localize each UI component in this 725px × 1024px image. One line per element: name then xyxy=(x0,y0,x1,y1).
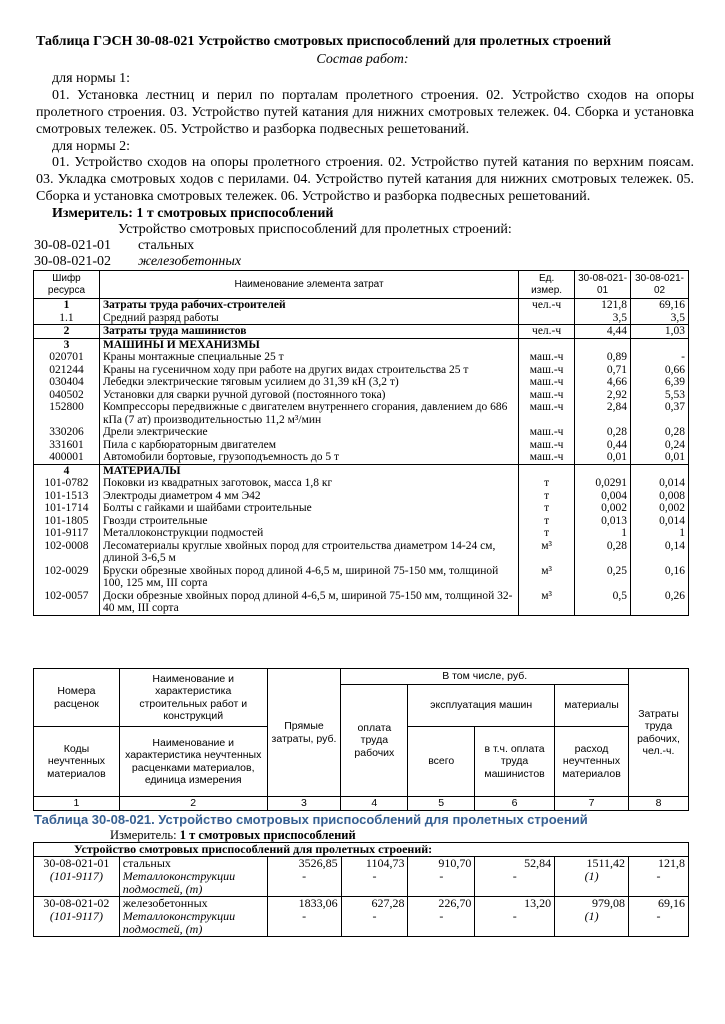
resource-code: 101-1714 xyxy=(34,502,100,515)
resource-name: Металлоконструкции подмостей xyxy=(99,527,518,540)
col-num: 5 xyxy=(408,797,475,811)
col-num: 1 xyxy=(34,797,120,811)
resource-code: 030404 xyxy=(34,376,100,389)
table-row xyxy=(34,439,689,452)
table-row xyxy=(34,490,689,503)
header-unit: Ед. измер. xyxy=(519,271,575,299)
table-row xyxy=(34,299,689,312)
resource-name: МАШИНЫ И МЕХАНИЗМЫ xyxy=(99,338,518,351)
price-table xyxy=(33,842,689,937)
price-pay: 627,28 xyxy=(371,896,405,910)
resource-value-1: 0,28 xyxy=(575,540,631,565)
resource-unit: чел.-ч xyxy=(519,299,575,312)
resource-value-1: 2,84 xyxy=(575,401,631,426)
resource-value-2: 0,37 xyxy=(631,401,689,426)
resource-value-1 xyxy=(575,338,631,351)
resource-name: Затраты труда рабочих-строителей xyxy=(99,299,518,312)
code-1-name: стальных xyxy=(138,238,195,253)
resource-value-1: 1 xyxy=(575,527,631,540)
resource-value-1: 0,25 xyxy=(575,565,631,590)
resource-code: 400001 xyxy=(34,451,100,464)
price-mat-name: Металлоконструкции подмостей, (т) xyxy=(122,869,236,896)
resource-value-2: 1 xyxy=(631,527,689,540)
table-row xyxy=(34,389,689,402)
h-name: Наименование и характеристика строительных работ и конструкций xyxy=(119,669,267,727)
resource-code: 102-0029 xyxy=(34,565,100,590)
resource-unit: т xyxy=(519,527,575,540)
h-incl-pay: в т.ч. оплата труда машинистов xyxy=(475,727,555,797)
table-row xyxy=(34,351,689,364)
table-row xyxy=(34,426,689,439)
resource-unit: м³ xyxy=(519,565,575,590)
table-row xyxy=(34,897,689,937)
table-row xyxy=(34,502,689,515)
measure2-value: 1 т смотровых приспособлений xyxy=(179,828,356,842)
price-cell-direct xyxy=(267,897,341,937)
resource-code: 040502 xyxy=(34,389,100,402)
table-row xyxy=(34,477,689,490)
code-2-name: железобетонных xyxy=(138,254,242,269)
price-code: 30-08-021-01 xyxy=(43,856,110,870)
price-dash: - xyxy=(372,869,377,883)
measure2-line xyxy=(110,828,356,843)
price-dash: - xyxy=(372,909,377,923)
resource-name: Лесоматериалы круглые хвойных пород для строительства диаметром 14-24 см, длиной 3-6,5 м xyxy=(99,540,518,565)
h-mat-use: расход неучтенных материалов xyxy=(555,727,629,797)
price-dash: - xyxy=(512,869,517,883)
resource-code: 020701 xyxy=(34,351,100,364)
resource-value-1: 0,013 xyxy=(575,515,631,528)
price-mat-name: Металлоконструкции подмостей, (т) xyxy=(122,909,236,936)
table-row xyxy=(34,338,689,351)
resource-name: Поковки из квадратных заготовок, масса 1,8 кг xyxy=(99,477,518,490)
resource-value-1 xyxy=(575,464,631,477)
price-cell-incl xyxy=(475,897,555,937)
price-mat-code: (101-9117) xyxy=(49,909,103,923)
resource-unit: т xyxy=(519,515,575,528)
resource-value-2: 3,5 xyxy=(631,312,689,325)
norm1-label: для нормы 1: xyxy=(52,71,130,86)
price-table-header xyxy=(33,668,689,811)
resource-value-2: 0,24 xyxy=(631,439,689,452)
h-pay: оплата труда рабочих xyxy=(341,685,408,797)
resource-name: Краны монтажные специальные 25 т xyxy=(99,351,518,364)
resource-name: Средний разряд работы xyxy=(99,312,518,325)
resource-value-1: 0,89 xyxy=(575,351,631,364)
resource-unit: маш.-ч xyxy=(519,439,575,452)
h-direct: Прямые затраты, руб. xyxy=(267,669,341,797)
price-all: 226,70 xyxy=(438,896,472,910)
price-labor: 69,16 xyxy=(658,896,685,910)
measure2-label: Измеритель: xyxy=(110,828,177,842)
resource-name: Автомобили бортовые, грузоподъемность до 5 т xyxy=(99,451,518,464)
code-1: 30-08-021-01 xyxy=(34,238,111,253)
resource-code: 331601 xyxy=(34,439,100,452)
resource-value-2: - xyxy=(631,351,689,364)
resource-code: 101-1805 xyxy=(34,515,100,528)
table-row xyxy=(34,540,689,565)
h-name2: Наименование и характеристика неучтенных расценками материалов, единица измерения xyxy=(119,727,267,797)
header-code: Шифр ресурса xyxy=(34,271,100,299)
price-all: 910,70 xyxy=(438,856,472,870)
resource-value-2: 0,14 xyxy=(631,540,689,565)
header-name: Наименование элемента затрат xyxy=(99,271,518,299)
resource-unit: т xyxy=(519,477,575,490)
price-cell-code xyxy=(34,897,120,937)
price-cell-direct xyxy=(267,857,341,897)
resource-value-1: 0,0291 xyxy=(575,477,631,490)
resource-unit: т xyxy=(519,502,575,515)
header-norm-2: 30-08-021-02 xyxy=(631,271,689,299)
resource-value-2 xyxy=(631,464,689,477)
price-pay: 1104,73 xyxy=(365,856,405,870)
col-num: 2 xyxy=(119,797,267,811)
h-including: В том числе, руб. xyxy=(341,669,629,685)
price-cell-name xyxy=(119,857,267,897)
resource-value-2: 0,28 xyxy=(631,426,689,439)
resource-value-2: 0,014 xyxy=(631,515,689,528)
resource-code: 102-0008 xyxy=(34,540,100,565)
page-title: Таблица ГЭСН 30-08-021 Устройство смотровых приспособлений для пролетных строений xyxy=(36,34,612,49)
price-cell-pay xyxy=(341,857,408,897)
col-num: 3 xyxy=(267,797,341,811)
price-dash: - xyxy=(302,869,307,883)
resource-value-1: 4,66 xyxy=(575,376,631,389)
price-dash: - xyxy=(512,909,517,923)
resource-name: Затраты труда машинистов xyxy=(99,325,518,339)
resource-value-2: 0,002 xyxy=(631,502,689,515)
resource-code: 101-1513 xyxy=(34,490,100,503)
resource-name: Электроды диаметром 4 мм Э42 xyxy=(99,490,518,503)
resource-code: 330206 xyxy=(34,426,100,439)
resource-unit: маш.-ч xyxy=(519,351,575,364)
norm1-text: 01. Установка лестниц и перил по порталам пролетного строения. 02. Устройство сходов на опоры пролетного строения. 03. Устройство путей катания для нижних смотровых тележек. 04. Сборка и установка смотровых тележек. 05. Устройство и разборка подвесных решетований. xyxy=(36,88,694,137)
resource-name: Гвозди строительные xyxy=(99,515,518,528)
table-row xyxy=(34,565,689,590)
table-row xyxy=(34,451,689,464)
resource-value-1: 0,44 xyxy=(575,439,631,452)
h-labor: Затраты труда рабочих, чел.-ч. xyxy=(628,669,688,797)
resource-name: Доски обрезные хвойных пород длиной 4-6,5 м, шириной 75-150 мм, толщиной 32-40 мм, III сорта xyxy=(99,590,518,616)
resource-name: Установки для сварки ручной дуговой (постоянного тока) xyxy=(99,389,518,402)
resource-unit: маш.-ч xyxy=(519,451,575,464)
resource-name: МАТЕРИАЛЫ xyxy=(99,464,518,477)
price-labor: 121,8 xyxy=(658,856,685,870)
price-dash: - xyxy=(439,869,444,883)
norm2-label: для нормы 2: xyxy=(52,139,130,154)
norm2-text: 01. Устройство сходов на опоры пролетного строения. 02. Устройство путей катания по верхним поясам. 03. Укладка смотровых ходов с перилами. 04. Устройство путей катания для нижних смотровых тележек. 05. Сборка и установка смотровых тележек. 06. Устройство и разборка подвесных решетований. xyxy=(36,155,694,204)
resource-value-1: 0,002 xyxy=(575,502,631,515)
price-cell-incl xyxy=(475,857,555,897)
resource-value-2: 0,01 xyxy=(631,451,689,464)
measure-line: Измеритель: 1 т смотровых приспособлений xyxy=(52,206,334,221)
price-cell-mat xyxy=(555,897,629,937)
price-cell-labor xyxy=(629,857,689,897)
resource-unit xyxy=(519,464,575,477)
resource-value-2: 1,03 xyxy=(631,325,689,339)
resource-code: 021244 xyxy=(34,364,100,377)
price-mat-use: (1) xyxy=(584,869,599,883)
resource-name: Пила с карбюраторным двигателем xyxy=(99,439,518,452)
resource-unit: маш.-ч xyxy=(519,376,575,389)
resource-code: 1.1 xyxy=(34,312,100,325)
resource-value-1: 121,8 xyxy=(575,299,631,312)
price-code: 30-08-021-02 xyxy=(43,896,110,910)
resource-value-1: 0,71 xyxy=(575,364,631,377)
resource-code: 102-0057 xyxy=(34,590,100,616)
col-num: 8 xyxy=(628,797,688,811)
price-table-body xyxy=(34,857,689,937)
resource-code: 152800 xyxy=(34,401,100,426)
resource-code: 101-0782 xyxy=(34,477,100,490)
resource-name: Дрели электрические xyxy=(99,426,518,439)
table-row xyxy=(34,312,689,325)
resource-unit: маш.-ч xyxy=(519,401,575,426)
price-mat: 979,08 xyxy=(592,896,626,910)
price-mat-use: (1) xyxy=(584,909,599,923)
price-mat: 1511,42 xyxy=(586,856,626,870)
table-row xyxy=(34,527,689,540)
price-cell-mat xyxy=(555,857,629,897)
col-num: 7 xyxy=(555,797,629,811)
resource-name: Бруски обрезные хвойных пород длиной 4-6,5 м, шириной 75-150 мм, толщиной 100, 125 мм, III сорта xyxy=(99,565,518,590)
resource-name: Болты с гайками и шайбами строительные xyxy=(99,502,518,515)
table-row xyxy=(34,857,689,897)
table-row xyxy=(34,376,689,389)
resource-value-2: 69,16 xyxy=(631,299,689,312)
work-composition-heading: Состав работ: xyxy=(316,52,409,67)
header-norm-1: 30-08-021-01 xyxy=(575,271,631,299)
resource-value-1: 0,004 xyxy=(575,490,631,503)
resource-value-2: 0,16 xyxy=(631,565,689,590)
resource-table-body xyxy=(34,299,689,616)
table-row xyxy=(34,364,689,377)
h-materials: материалы xyxy=(555,685,629,727)
resource-value-1: 0,01 xyxy=(575,451,631,464)
resource-value-2: 5,53 xyxy=(631,389,689,402)
resource-value-2: 0,26 xyxy=(631,590,689,616)
resource-value-1: 4,44 xyxy=(575,325,631,339)
table-row xyxy=(34,515,689,528)
resource-name: Краны на гусеничном ходу при работе на других видах строительства 25 т xyxy=(99,364,518,377)
h-codes: Коды неучтенных материалов xyxy=(34,727,120,797)
resource-code: 4 xyxy=(34,464,100,477)
resource-unit: маш.-ч xyxy=(519,364,575,377)
price-incl: 13,20 xyxy=(524,896,552,910)
resource-value-1: 3,5 xyxy=(575,312,631,325)
price-cell-code xyxy=(34,857,120,897)
price-cell-labor xyxy=(629,897,689,937)
h-machines: эксплуатация машин xyxy=(408,685,555,727)
col-num: 4 xyxy=(341,797,408,811)
price-cell-all xyxy=(408,897,475,937)
price-cell-all xyxy=(408,857,475,897)
resource-unit: маш.-ч xyxy=(519,389,575,402)
resource-unit xyxy=(519,312,575,325)
price-direct: 1833,06 xyxy=(298,896,338,910)
column-numbers xyxy=(34,797,689,811)
table-row xyxy=(34,401,689,426)
price-name: стальных xyxy=(122,856,171,870)
price-dash: - xyxy=(439,909,444,923)
code-2: 30-08-021-02 xyxy=(34,254,111,269)
price-dash: - xyxy=(656,869,661,883)
col-num: 6 xyxy=(475,797,555,811)
resource-unit: т xyxy=(519,490,575,503)
resource-value-2: 0,014 xyxy=(631,477,689,490)
table2-title: Таблица 30-08-021. Устройство смотровых приспособлений для пролетных строений xyxy=(34,812,588,827)
h-numbers: Номера расценок xyxy=(34,669,120,727)
table2-heading: Устройство смотровых приспособлений для пролетных строений: xyxy=(34,843,689,857)
table-row xyxy=(34,464,689,477)
table-row xyxy=(34,590,689,616)
resource-value-2: 0,66 xyxy=(631,364,689,377)
resource-table-header xyxy=(34,271,689,299)
resource-unit: м³ xyxy=(519,540,575,565)
resource-code: 2 xyxy=(34,325,100,339)
resource-value-1: 0,5 xyxy=(575,590,631,616)
resource-table xyxy=(33,270,689,616)
resource-code: 1 xyxy=(34,299,100,312)
resource-value-2: 6,39 xyxy=(631,376,689,389)
resource-unit: м³ xyxy=(519,590,575,616)
price-cell-name xyxy=(119,897,267,937)
resource-name: Компрессоры передвижные с двигателем внутреннего сгорания, давлением до 686 кПа (7 ат) производительностью 11,2 м³/мин xyxy=(99,401,518,426)
resource-code: 101-9117 xyxy=(34,527,100,540)
resource-code: 3 xyxy=(34,338,100,351)
resource-unit: маш.-ч xyxy=(519,426,575,439)
price-dash: - xyxy=(656,909,661,923)
price-cell-pay xyxy=(341,897,408,937)
resource-value-1: 2,92 xyxy=(575,389,631,402)
price-direct: 3526,85 xyxy=(298,856,338,870)
price-name: железобетонных xyxy=(122,896,208,910)
resource-value-2: 0,008 xyxy=(631,490,689,503)
table-row xyxy=(34,325,689,339)
resource-unit: чел.-ч xyxy=(519,325,575,339)
resource-value-2 xyxy=(631,338,689,351)
resource-name: Лебедки электрические тяговым усилием до 31,39 кН (3,2 т) xyxy=(99,376,518,389)
h-all: всего xyxy=(408,727,475,797)
resource-unit xyxy=(519,338,575,351)
price-incl: 52,84 xyxy=(524,856,552,870)
device-heading: Устройство смотровых приспособлений для пролетных строений: xyxy=(118,222,512,237)
price-mat-code: (101-9117) xyxy=(49,869,103,883)
price-dash: - xyxy=(302,909,307,923)
resource-value-1: 0,28 xyxy=(575,426,631,439)
